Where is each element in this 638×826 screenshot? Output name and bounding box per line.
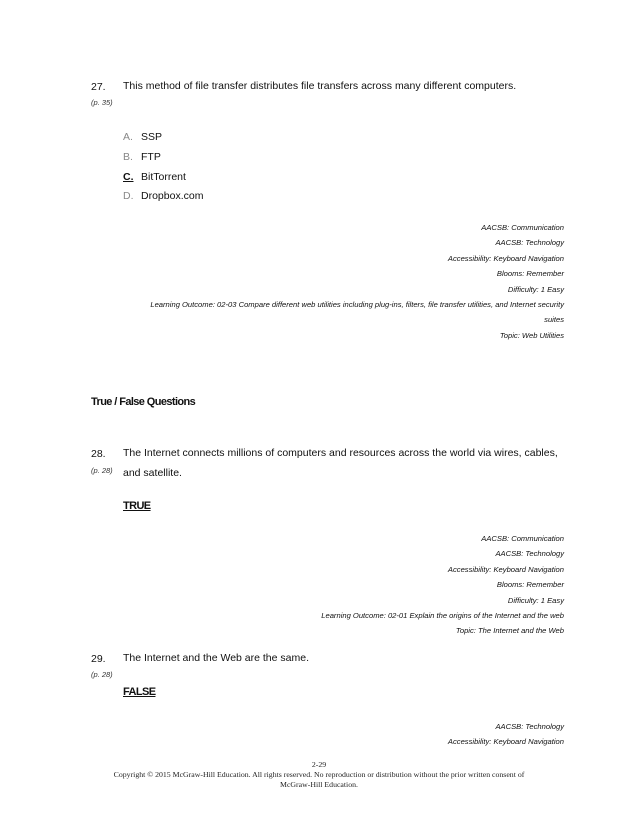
meta-aacsb-technology: AACSB: Technology — [495, 549, 564, 559]
question-text — [123, 445, 583, 482]
meta-learning-outcome-cont: suites — [544, 315, 564, 325]
question-metadata — [84, 719, 564, 750]
option-letter: B. — [123, 151, 133, 163]
option-text: FTP — [141, 151, 161, 163]
meta-aacsb-technology: AACSB: Technology — [495, 238, 564, 248]
option-letter: C. — [123, 171, 134, 183]
question-number: 28. — [91, 448, 106, 460]
copyright-line2: McGraw-Hill Education. — [280, 780, 358, 789]
option-letter: A. — [123, 131, 133, 143]
question-text: This method of file transfer distributes file transfers across many different computers. — [123, 80, 517, 92]
option-letter: D. — [123, 190, 134, 202]
meta-aacsb-communication: AACSB: Communication — [481, 223, 564, 232]
meta-aacsb-technology: AACSB: Technology — [495, 722, 564, 731]
section-title: True / False Questions — [91, 396, 196, 408]
meta-accessibility: Accessibility: Keyboard Navigation — [447, 737, 564, 747]
page-reference: (p. 28) — [91, 466, 113, 475]
option-c-correct — [123, 171, 186, 183]
meta-aacsb-communication: AACSB: Communication — [481, 534, 564, 543]
copyright-line1: Copyright © 2015 McGraw-Hill Education. All rights reserved. No reproduction or distribution without the prior written consent of — [113, 770, 525, 779]
meta-blooms: Blooms: Remember — [496, 269, 564, 279]
answer-false: FALSE — [123, 686, 156, 698]
option-text: Dropbox.com — [141, 190, 204, 202]
page-reference: (p. 28) — [91, 670, 113, 679]
question-text-line2: and satellite. — [123, 467, 182, 479]
meta-accessibility: Accessibility: Keyboard Navigation — [447, 564, 564, 574]
option-text: SSP — [141, 131, 163, 143]
meta-blooms: Blooms: Remember — [496, 580, 564, 590]
question-text: The Internet and the Web are the same. — [123, 652, 310, 664]
option-a — [123, 131, 162, 143]
question-text-line1: The Internet connects millions of computers and resources across the world via wires, cables, — [123, 447, 558, 459]
copyright-notice — [70, 770, 568, 790]
option-b — [123, 151, 161, 163]
answer-true: TRUE — [123, 500, 151, 512]
meta-difficulty: Difficulty: 1 Easy — [507, 595, 564, 605]
option-text: BitTorrent — [141, 171, 186, 183]
meta-topic: Topic: Web Utilities — [499, 330, 564, 340]
question-metadata — [84, 220, 564, 343]
meta-learning-outcome: Learning Outcome: 02-01 Explain the origins of the Internet and the web — [321, 611, 564, 621]
question-number: 27. — [91, 81, 106, 93]
question-number: 29. — [91, 653, 106, 665]
page-number: 2-29 — [311, 760, 327, 769]
meta-learning-outcome: Learning Outcome: 02-03 Compare different web utilities including plug-ins, filters, file transfer utilities, and Internet security — [150, 300, 564, 310]
meta-accessibility: Accessibility: Keyboard Navigation — [447, 253, 564, 263]
page-reference: (p. 35) — [91, 98, 113, 107]
meta-difficulty: Difficulty: 1 Easy — [507, 284, 564, 294]
meta-topic: Topic: The Internet and the Web — [455, 626, 564, 636]
question-metadata — [84, 531, 564, 639]
option-d — [123, 190, 203, 202]
